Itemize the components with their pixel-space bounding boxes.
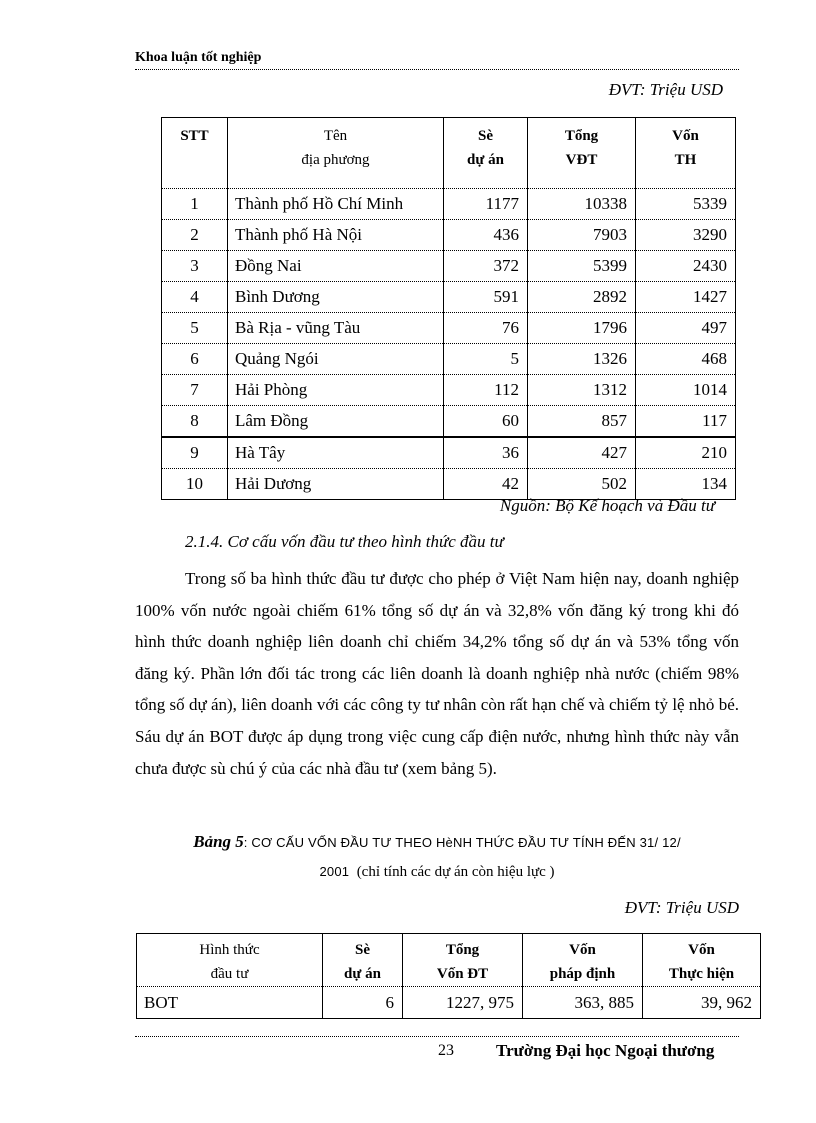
table2-header-row <box>137 934 761 987</box>
col-projects-label-2: dự án <box>467 152 504 168</box>
col-form-label-1: Hình thức <box>199 942 260 958</box>
col-stt-header <box>162 118 228 189</box>
col-total-header <box>528 118 636 189</box>
col-projects-label-1: Sè <box>355 942 370 958</box>
province-name-cell: Bà Rịa - vũng Tàu <box>228 313 444 344</box>
section-paragraph <box>135 563 739 784</box>
table2-unit: ĐVT: Triệu USD <box>624 898 739 917</box>
col-realized-label-1: Vốn <box>688 942 715 958</box>
province-name-cell: Hà Tây <box>228 437 444 469</box>
legal-capital-cell: 363, 885 <box>523 987 643 1019</box>
table-row <box>162 437 736 469</box>
table-row <box>162 251 736 282</box>
total-investment-cell: 2892 <box>528 282 636 313</box>
realized-capital-cell: 468 <box>636 344 736 375</box>
stt-cell: 4 <box>162 282 228 313</box>
col-capital-label-1: Vốn <box>672 128 699 144</box>
paragraph-text: Trong số ba hình thức đầu tư được cho phép ở Việt Nam hiện nay, doanh nghiệp 100% vốn nước ngoài chiếm 61% tổng số dự án và 32,8% vốn đăng ký trong khi đó hình thức doanh nghiệp liên doanh chỉ chiếm 34,2% tổng số dự án và 53% tổng vốn đăng ký. Phần lớn đối tác trong các liên doanh là doanh nghiệp nhà nước (chiếm 98% tổng số dự án), liên doanh với các công ty tư nhân còn rất hạn chế và chiếm tỷ lệ nhỏ bé. Sáu dự án BOT được áp dụng trong việc cung cấp điện nước, nhưng hình thức này vẫn chưa được sù chú ý của các nhà đầu tư (xem bảng 5). <box>135 569 739 778</box>
projects-cell: 112 <box>444 375 528 406</box>
caption-text: : CƠ CẤU VỐN ĐẦU TƯ THEO HèNH THỨC ĐẦU TƯ TÍNH ĐẾN 31/ 12/ <box>243 835 681 850</box>
caption-label: Bảng 5 <box>193 832 244 851</box>
stt-cell: 10 <box>186 474 203 493</box>
total-investment-cell: 10338 <box>528 189 636 220</box>
col-projects-header <box>323 934 403 987</box>
projects-cell: 42 <box>444 469 528 500</box>
caption-year: 2001 <box>319 864 350 879</box>
table1-header-row <box>162 118 736 189</box>
col-legal-label-2: pháp định <box>549 966 616 982</box>
table-row <box>162 220 736 251</box>
col-name-header <box>228 118 444 189</box>
projects-cell: 36 <box>444 437 528 469</box>
header-rule <box>135 69 739 70</box>
col-total-label-2: VĐT <box>565 152 598 168</box>
col-projects-header <box>444 118 528 189</box>
total-investment-cell: 427 <box>528 437 636 469</box>
col-projects-label-2: dự án <box>344 966 381 982</box>
table-row <box>162 282 736 313</box>
realized-capital-cell: 497 <box>636 313 736 344</box>
projects-cell: 5 <box>444 344 528 375</box>
page-number: 23 <box>438 1042 454 1059</box>
table1-unit: ĐVT: Triệu USD <box>608 80 723 99</box>
projects-cell: 6 <box>323 987 403 1019</box>
col-form-header <box>137 934 323 987</box>
col-capital-header <box>636 118 736 189</box>
provinces-table <box>161 117 736 500</box>
col-legal-label-1: Vốn <box>569 942 596 958</box>
realized-capital-cell: 134 <box>636 469 736 500</box>
col-capital-label-2: TH <box>674 152 697 168</box>
col-form-label-2: đầu tư <box>210 966 249 982</box>
realized-capital-cell: 1427 <box>636 282 736 313</box>
footer-rule <box>135 1036 739 1037</box>
table-row <box>137 987 761 1019</box>
projects-cell: 1177 <box>444 189 528 220</box>
total-investment-cell: 1326 <box>528 344 636 375</box>
total-investment-cell: 1312 <box>528 375 636 406</box>
realized-capital-cell: 39, 962 <box>643 987 761 1019</box>
stt-cell: 1 <box>162 189 228 220</box>
realized-capital-cell: 2430 <box>636 251 736 282</box>
table-row <box>162 313 736 344</box>
province-name-cell: Quảng Ngói <box>228 344 444 375</box>
province-name-cell: Lâm Đồng <box>228 406 444 438</box>
stt-cell: 9 <box>162 437 228 469</box>
table2-caption-line2 <box>135 864 739 881</box>
form-cell: BOT <box>144 992 178 1012</box>
col-total-label-2: Vốn ĐT <box>436 966 489 982</box>
realized-capital-cell: 210 <box>636 437 736 469</box>
col-name-label-2: địa phương <box>301 152 370 168</box>
stt-cell: 6 <box>162 344 228 375</box>
total-investment-cell: 7903 <box>528 220 636 251</box>
province-name-cell: Hải Phòng <box>228 375 444 406</box>
realized-capital-cell: 5339 <box>636 189 736 220</box>
province-name-cell: Hải Dương <box>228 469 444 500</box>
province-name-cell: Đồng Nai <box>228 251 444 282</box>
table-row <box>162 189 736 220</box>
col-legal-header <box>523 934 643 987</box>
col-total-header <box>403 934 523 987</box>
col-total-label-1: Tổng <box>445 942 480 958</box>
realized-capital-cell: 117 <box>636 406 736 438</box>
stt-cell: 2 <box>162 220 228 251</box>
realized-capital-cell: 3290 <box>636 220 736 251</box>
col-realized-label-2: Thực hiện <box>668 966 735 982</box>
total-investment-cell: 502 <box>528 469 636 500</box>
total-investment-cell: 857 <box>528 406 636 438</box>
projects-cell: 60 <box>444 406 528 438</box>
projects-cell: 372 <box>444 251 528 282</box>
table-row <box>162 406 736 438</box>
province-name-cell: Thành phố Hà Nội <box>228 220 444 251</box>
table2-caption <box>135 832 739 852</box>
table-row <box>162 469 736 500</box>
col-projects-label-1: Sè <box>478 128 493 144</box>
realized-capital-cell: 1014 <box>636 375 736 406</box>
table1-source: Nguồn: Bộ Kế hoạch và Đầu tư <box>499 496 715 515</box>
table-row <box>162 375 736 406</box>
col-realized-header <box>643 934 761 987</box>
stt-cell: 7 <box>162 375 228 406</box>
projects-cell: 591 <box>444 282 528 313</box>
stt-cell: 8 <box>162 406 228 438</box>
stt-cell: 3 <box>162 251 228 282</box>
col-name-label-1: Tên <box>323 128 348 144</box>
footer-school: Trường Đại học Ngoại thương <box>496 1041 715 1060</box>
projects-cell: 436 <box>444 220 528 251</box>
province-name-cell: Thành phố Hồ Chí Minh <box>228 189 444 220</box>
total-capital-cell: 1227, 975 <box>403 987 523 1019</box>
total-investment-cell: 5399 <box>528 251 636 282</box>
col-stt-label: STT <box>180 128 209 144</box>
col-total-label-1: Tổng <box>564 128 599 144</box>
section-heading: 2.1.4. Cơ cấu vốn đầu tư theo hình thức đầu tư <box>185 532 504 551</box>
investment-form-table <box>136 933 761 1019</box>
total-investment-cell: 1796 <box>528 313 636 344</box>
projects-cell: 76 <box>444 313 528 344</box>
table-row <box>162 344 736 375</box>
province-name-cell: Bình Dương <box>228 282 444 313</box>
caption-note: (chỉ tính các dự án còn hiệu lực ) <box>356 864 555 880</box>
stt-cell: 5 <box>162 313 228 344</box>
page-header-title: Khoa luận tốt nghiệp <box>135 50 262 65</box>
